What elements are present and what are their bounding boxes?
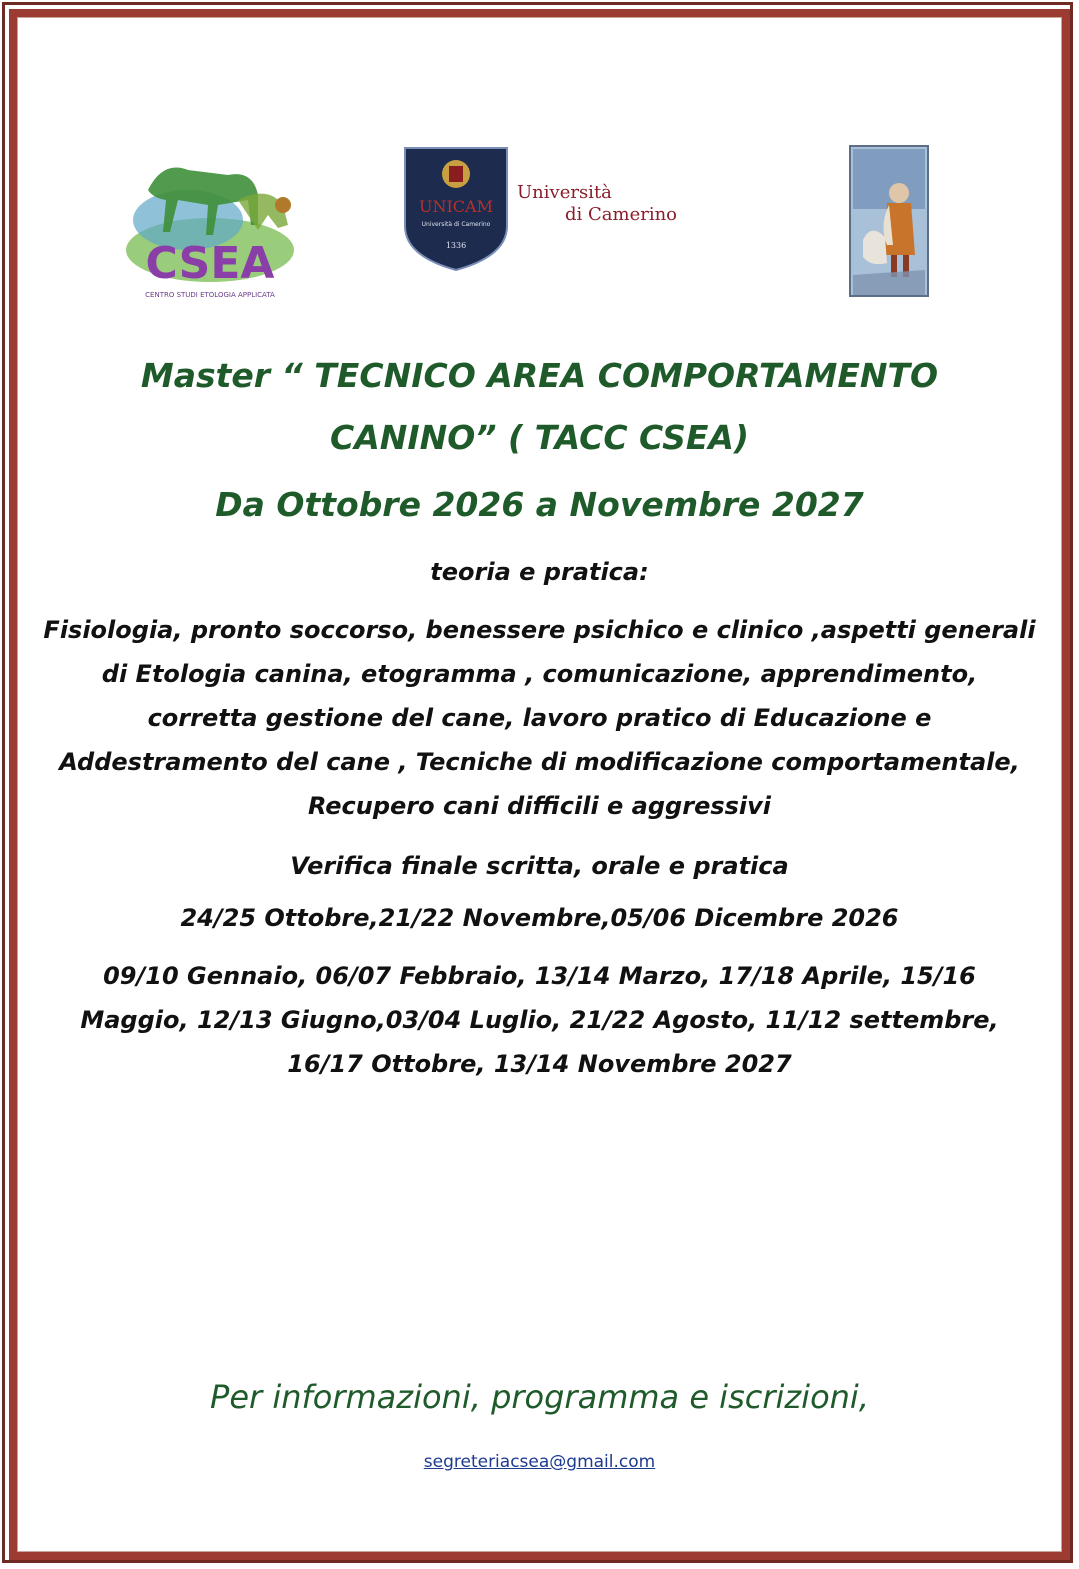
unicam-shield-text: UNICAM (419, 197, 493, 216)
course-title-line: Master “ TECNICO AREA COMPORTAMENTO (140, 356, 939, 395)
email-line (0, 1452, 1079, 1472)
topics-line: corretta gestione del cane, lavoro pratico di Educazione e (147, 704, 932, 732)
course-title-line: CANINO” ( TACC CSEA) (329, 418, 749, 457)
illustration-logo (849, 145, 929, 297)
unicam-wordmark-line1: Università (517, 182, 612, 203)
dates-2027-line: Maggio, 12/13 Giugno,03/04 Luglio, 21/22 Agosto, 11/12 settembre, (80, 1006, 999, 1034)
course-title (40, 345, 1039, 469)
dates-2026: 24/25 Ottobre,21/22 Novembre,05/06 Dicembre 2026 (180, 904, 899, 932)
topics-line: Fisiologia, pronto soccorso, benessere psichico e clinico ,aspetti generali (43, 616, 1036, 644)
email-link[interactable]: segreteriacsea@gmail.com (423, 1452, 656, 1472)
final-exam-note: Verifica finale scritta, orale e pratica (290, 852, 789, 880)
topics-list (40, 608, 1039, 828)
poster-content (40, 345, 1039, 1086)
logo-row (0, 140, 1079, 310)
dates-2027-line: 16/17 Ottobre, 13/14 Novembre 2027 (287, 1050, 792, 1078)
dates-2027-line: 09/10 Gennaio, 06/07 Febbraio, 13/14 Marzo, 17/18 Aprile, 15/16 (103, 962, 976, 990)
unicam-shield-subtext: Università di Camerino (421, 221, 491, 228)
topics-line: Addestramento del cane , Tecniche di modificazione comportamentale, (59, 748, 1020, 776)
section-subtitle: teoria e pratica: (430, 558, 649, 586)
topics-line: Recupero cani difficili e aggressivi (307, 792, 772, 820)
dates-2027 (40, 954, 1039, 1086)
unicam-year: 1336 (445, 241, 467, 250)
unicam-shield-logo (403, 146, 509, 272)
unicam-wordmark (515, 178, 725, 228)
csea-logo-caption: CENTRO STUDI ETOLOGIA APPLICATA (145, 291, 275, 299)
csea-logo-text: CSEA (145, 238, 275, 289)
topics-line: di Etologia canina, etogramma , comunicazione, apprendimento, (101, 660, 978, 688)
course-period: Da Ottobre 2026 a Novembre 2027 (215, 485, 864, 524)
csea-logo (118, 150, 303, 300)
unicam-wordmark-line2: di Camerino (565, 204, 678, 225)
info-heading: Per informazioni, programma e iscrizioni, (210, 1378, 869, 1416)
